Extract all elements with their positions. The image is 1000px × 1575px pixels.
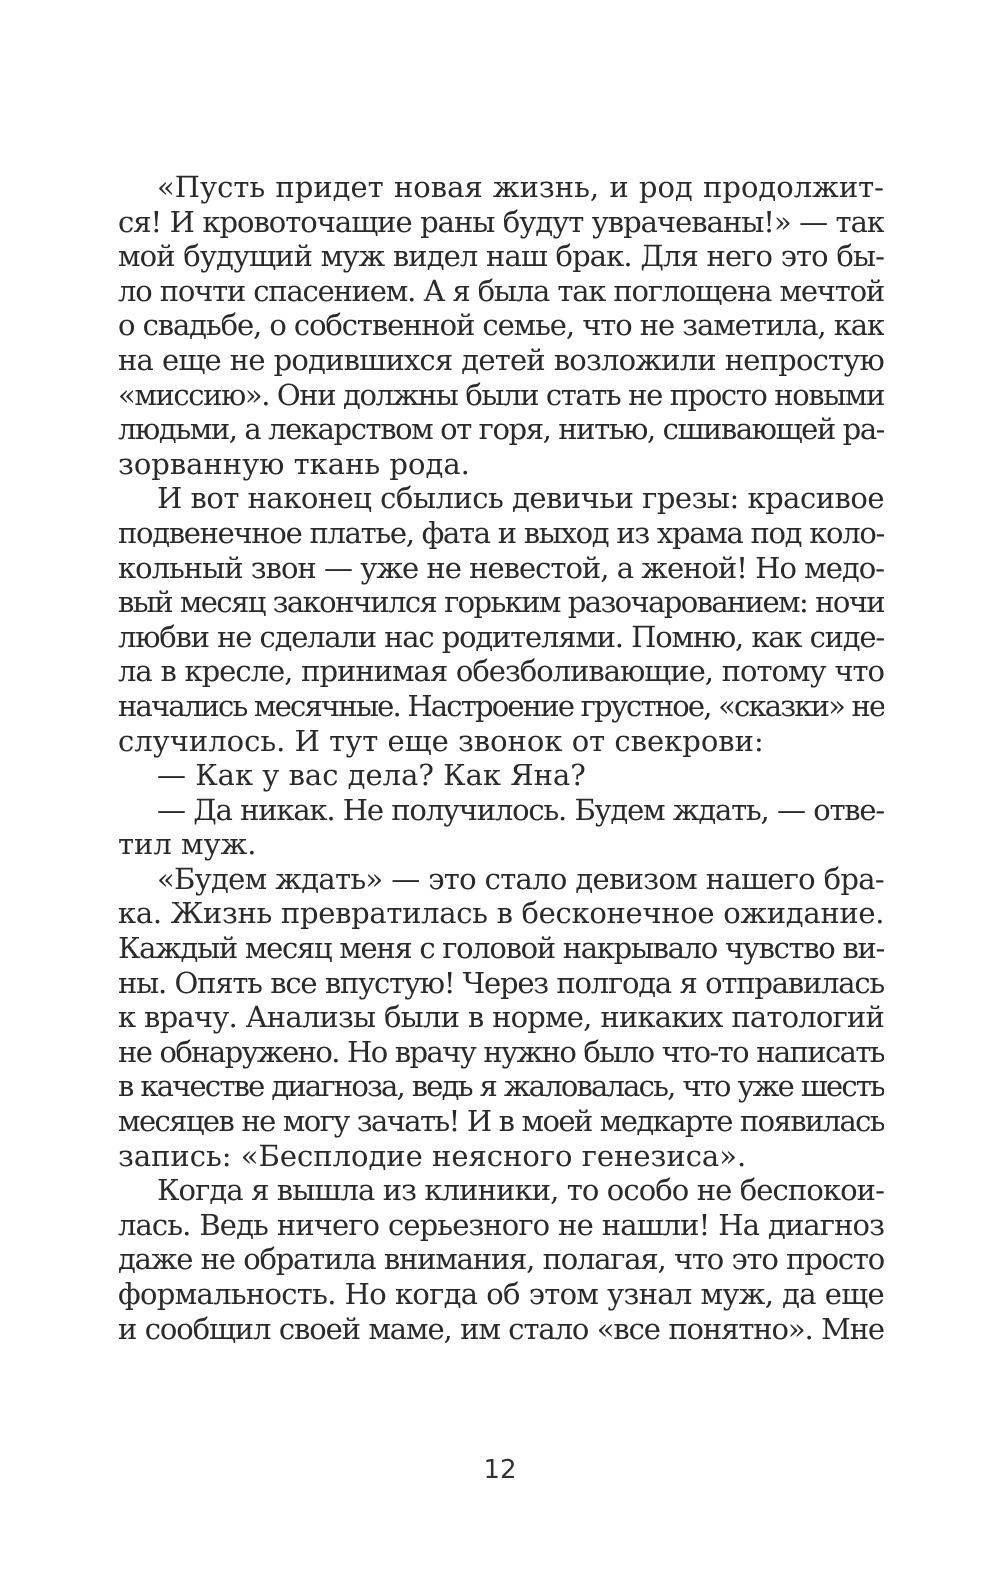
text-line: людьми, а лекарством от горя, нитью, сшивающей ра- — [118, 412, 884, 447]
text-line: «миссию». Они должны были стать не просто новыми — [118, 377, 884, 412]
text-line: начались месячные. Настроение грустное, «сказки» не — [118, 688, 884, 723]
text-line: И вот наконец сбылись девичьи грезы: красивое — [157, 481, 884, 516]
text-line: — Как у вас дела? Как Яна? — [157, 758, 586, 793]
text-line: и сообщил своей маме, им стало «все понятно». Мне — [118, 1311, 884, 1346]
dialogue-line-1 — [118, 758, 884, 793]
text-line: «Будем ждать» — это стало девизом нашего бра- — [157, 861, 884, 896]
text-line: запись: «Бесплодие неясного генезиса». — [118, 1138, 747, 1173]
text-line: подвенечное платье, фата и выход из храма под коло- — [118, 515, 884, 550]
text-line: о свадьбе, о собственной семье, что не заметила, как — [118, 308, 884, 343]
text-line: ны. Опять все впустую! Через полгода я отправилась — [118, 965, 884, 1000]
text-line: Когда я вышла из клиники, то особо не беспокои- — [157, 1173, 884, 1208]
text-line: месяцев не могу зачать! И в моей медкарте появилась — [118, 1104, 884, 1139]
page-number: 12 — [483, 1455, 517, 1485]
text-line: ка. Жизнь превратилась в бесконечное ожидание. — [118, 896, 884, 931]
text-line: — Да никак. Не получилось. Будем ждать, — отве- — [157, 792, 884, 827]
text-line: на еще не родившихся детей возложили непростую — [118, 342, 884, 377]
paragraph-1 — [118, 170, 884, 481]
text-line: ла в кресле, принимая обезболивающие, потому что — [118, 654, 884, 689]
text-line: «Пусть придет новая жизнь, и род продолжит- — [157, 170, 884, 204]
text-line: даже не обратила внимания, полагая, что это просто — [118, 1242, 884, 1277]
text-line: ло почти спасением. А я была так поглощена мечтой — [118, 273, 884, 308]
text-line: формальность. Но когда об этом узнал муж, да еще — [118, 1277, 884, 1311]
text-line: случилось. И тут еще звонок от свекрови: — [118, 723, 764, 758]
paragraph-2 — [118, 481, 884, 758]
text-line: не обнаружено. Но врачу нужно было что-то написать — [118, 1034, 884, 1069]
text-line: зорванную ткань рода. — [118, 446, 470, 481]
text-line: мой будущий муж видел наш брак. Для него это бы- — [118, 239, 884, 274]
page-body-text — [118, 170, 884, 1346]
text-line: тил муж. — [118, 827, 257, 862]
text-line: Каждый месяц меня с головой накрывало чувство ви- — [118, 931, 884, 966]
text-line: любви не сделали нас родителями. Помню, как сиде- — [118, 619, 884, 654]
text-line: лась. Ведь ничего серьезного не нашли! На диагноз — [118, 1207, 884, 1242]
text-line: вый месяц закончился горьким разочарованием: ночи — [118, 585, 884, 620]
dialogue-line-2 — [118, 793, 884, 862]
text-line: кольный звон — уже не невестой, а женой! Но медо- — [118, 550, 884, 585]
text-line: в качестве диагноза, ведь я жаловалась, что уже шесть — [118, 1069, 884, 1104]
paragraph-5 — [118, 862, 884, 1173]
text-line: к врачу. Анализы были в норме, никаких патологий — [118, 1000, 884, 1035]
text-line: ся! И кровоточащие раны будут уврачеваны!» — так — [118, 204, 884, 239]
paragraph-6 — [118, 1173, 884, 1346]
